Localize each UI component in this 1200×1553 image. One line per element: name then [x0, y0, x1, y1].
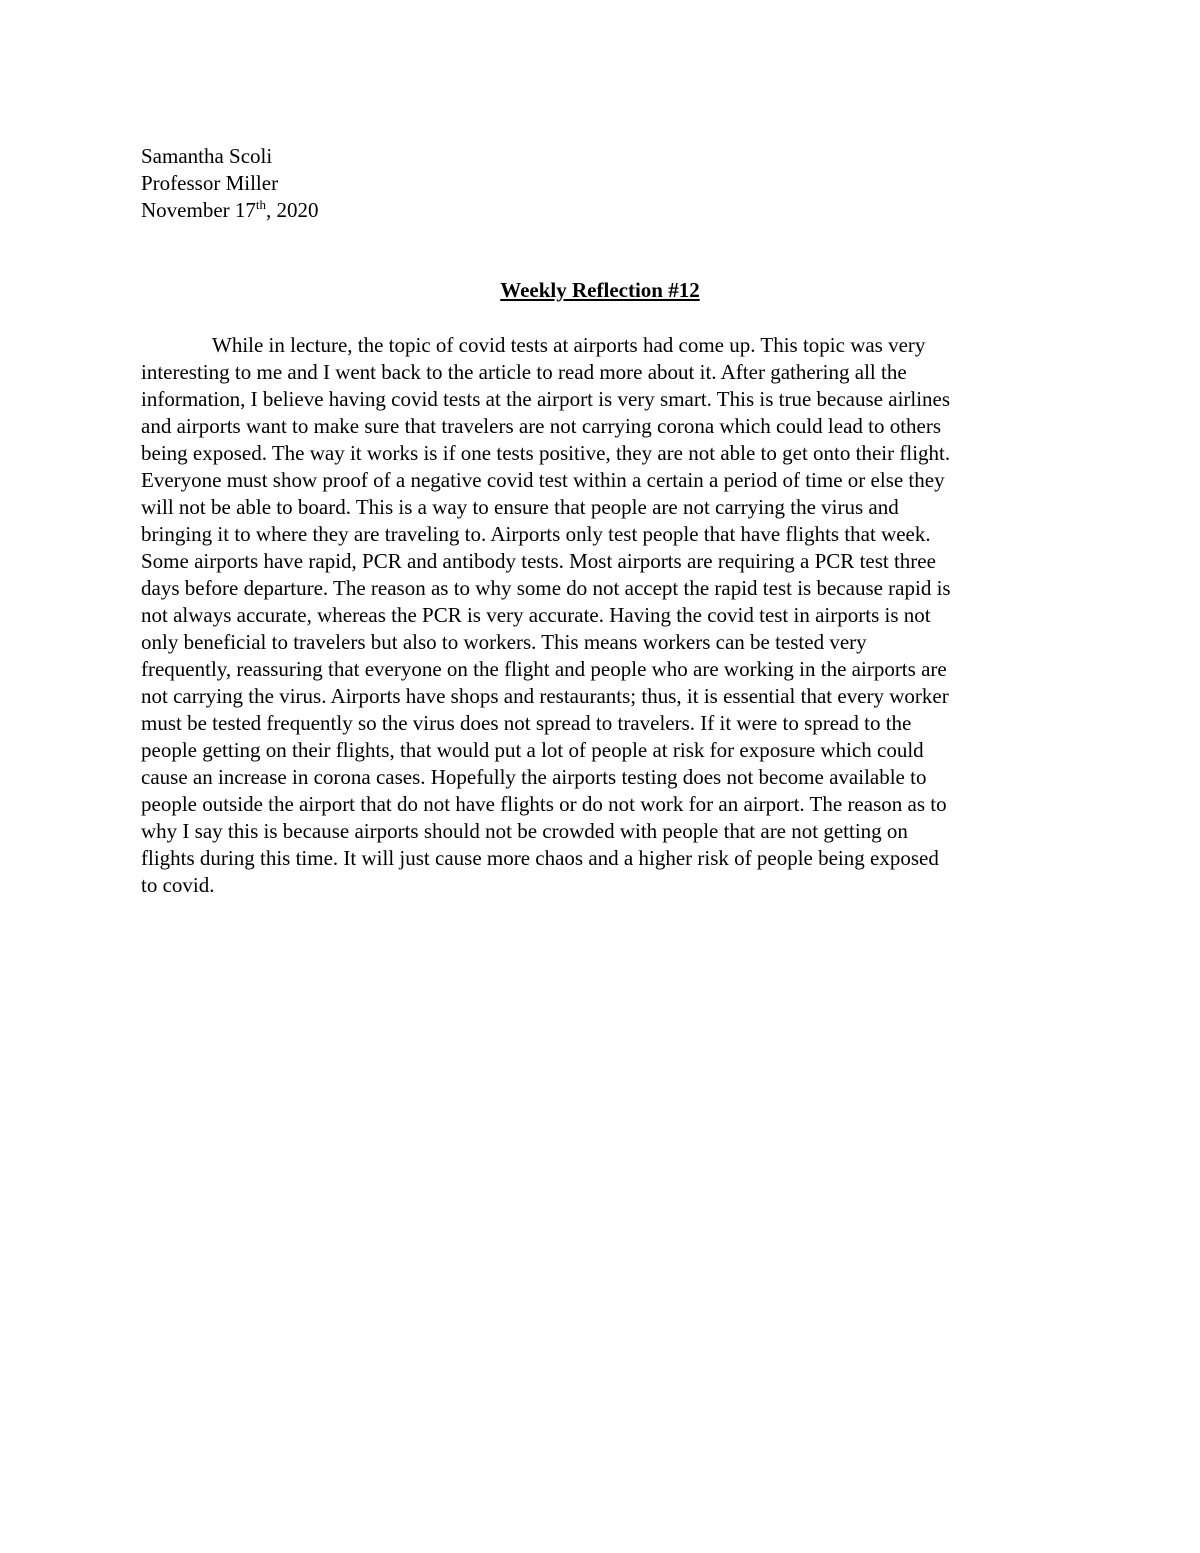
- body-line: being exposed. The way it works is if one tests positive, they are not able to get onto their flight.: [141, 441, 951, 465]
- student-name: Samantha Scoli: [141, 144, 273, 168]
- body-line: and airports want to make sure that travelers are not carrying corona which could lead to others: [141, 414, 942, 438]
- body-line: flights during this time. It will just cause more chaos and a higher risk of people being exposed: [141, 846, 939, 870]
- date-superscript: th: [255, 197, 267, 212]
- body-line: information, I believe having covid tests at the airport is very smart. This is true because airlines: [141, 387, 951, 411]
- body-line: people getting on their flights, that would put a lot of people at risk for exposure which could: [141, 738, 924, 762]
- body-line: people outside the airport that do not have flights or do not work for an airport. The reason as to: [141, 792, 947, 816]
- body-line: Some airports have rapid, PCR and antibody tests. Most airports are requiring a PCR test three: [141, 549, 936, 573]
- page-title: Weekly Reflection #12: [500, 278, 700, 302]
- body-line: why I say this is because airports should not be crowded with people that are not getting on: [141, 819, 908, 843]
- body-line: interesting to me and I went back to the article to read more about it. After gathering all the: [141, 360, 907, 384]
- body-line: not carrying the virus. Airports have shops and restaurants; thus, it is essential that every worker: [141, 684, 949, 708]
- body-line: will not be able to board. This is a way to ensure that people are not carrying the virus and: [141, 495, 899, 519]
- body-line: not always accurate, whereas the PCR is very accurate. Having the covid test in airports is not: [141, 603, 931, 627]
- date-suffix: , 2020: [266, 198, 319, 222]
- body-line: to covid.: [141, 873, 215, 897]
- date-line: [141, 197, 319, 224]
- body-line: must be tested frequently so the virus does not spread to travelers. If it were to spread to the: [141, 711, 912, 735]
- body-line: bringing it to where they are traveling to. Airports only test people that have flights that week.: [141, 522, 931, 546]
- body-line: cause an increase in corona cases. Hopefully the airports testing does not become available to: [141, 765, 927, 789]
- header-block: [141, 143, 319, 224]
- body-paragraph: [141, 332, 1061, 899]
- body-line: Everyone must show proof of a negative covid test within a certain a period of time or else they: [141, 468, 945, 492]
- professor-name: Professor Miller: [141, 171, 279, 195]
- body-line: While in lecture, the topic of covid tests at airports had come up. This topic was very: [212, 333, 926, 357]
- body-line: frequently, reassuring that everyone on the flight and people who are working in the airports are: [141, 657, 947, 681]
- body-line: only beneficial to travelers but also to workers. This means workers can be tested very: [141, 630, 867, 654]
- date-prefix: November 17: [141, 198, 256, 222]
- body-line: days before departure. The reason as to why some do not accept the rapid test is because rapid is: [141, 576, 951, 600]
